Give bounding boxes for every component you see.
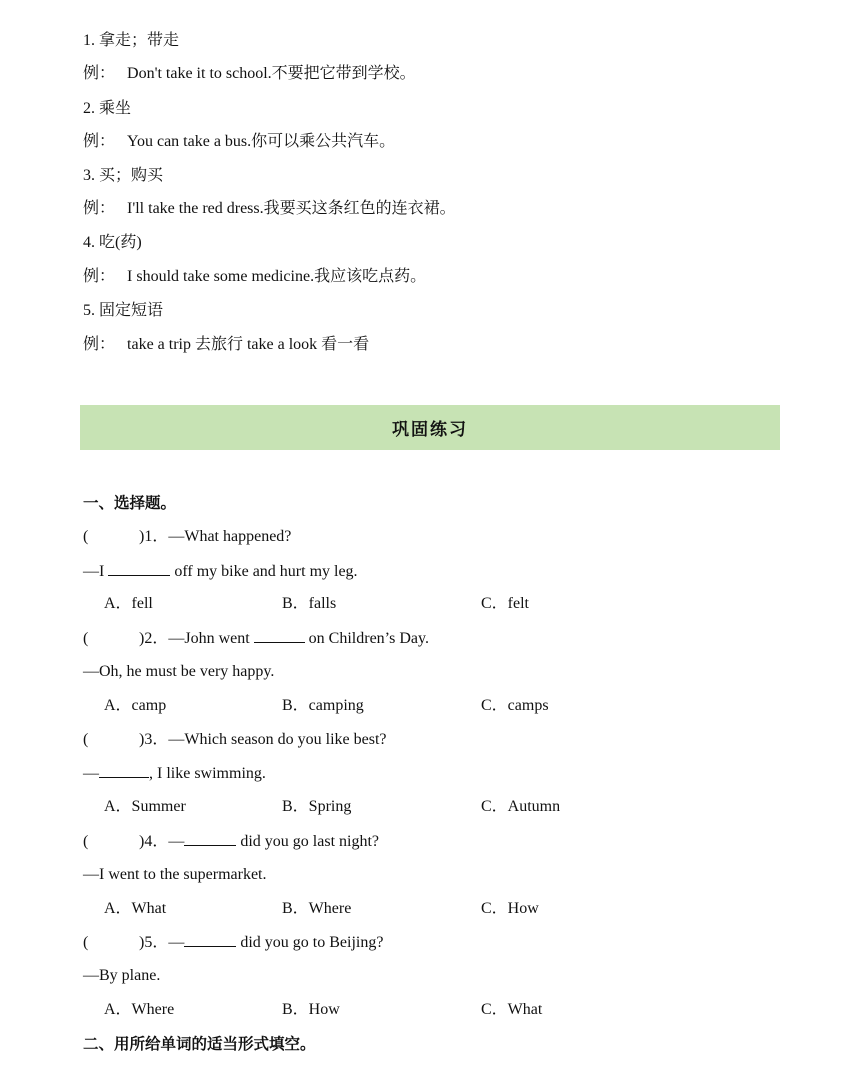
answer-paren[interactable]: ( [83, 630, 89, 647]
example-text: I should take some medicine.我应该吃点药。 [127, 268, 427, 285]
answer-line-1 [83, 561, 358, 582]
option-a[interactable]: A．Summer [104, 798, 186, 815]
answer-text: — [83, 765, 99, 782]
answer-line-5 [83, 966, 160, 986]
option-b[interactable]: B．Spring [282, 798, 352, 815]
question-2 [83, 628, 429, 649]
answer-line-2 [83, 662, 274, 682]
question-3 [83, 730, 387, 750]
banner-title: 巩固练习 [392, 420, 468, 440]
answer-paren[interactable]: ( [83, 731, 89, 748]
answer-text: off my bike and hurt my leg. [170, 563, 358, 580]
answer-line-3 [83, 763, 266, 784]
option-c[interactable]: C．Autumn [481, 798, 561, 815]
answer-text: —By plane. [83, 967, 161, 984]
question-text: on Children’s Day. [304, 630, 429, 647]
option-b[interactable]: B．Where [282, 900, 352, 917]
answer-line-4 [83, 865, 267, 885]
question-5 [83, 932, 383, 953]
item-number: 3. [83, 167, 95, 184]
fill-blank[interactable] [184, 932, 236, 947]
item-number: 2. [83, 100, 95, 117]
option-c[interactable]: C．What [481, 1001, 543, 1018]
example-text: Don't take it to school.不要把它带到学校。 [127, 65, 416, 82]
example-text: You can take a bus.你可以乘公共汽车。 [127, 133, 396, 150]
answer-text: , I like swimming. [149, 765, 266, 782]
section-title-fill: 二、用所给单词的适当形式填空。 [83, 1035, 316, 1053]
fill-blank[interactable] [254, 628, 305, 643]
question-number: )5． [139, 934, 169, 951]
question-text: did you go to Beijing? [236, 934, 384, 951]
option-a[interactable]: A．Where [104, 1001, 175, 1018]
option-c[interactable]: C．camps [481, 697, 549, 714]
option-b[interactable]: B．camping [282, 697, 364, 714]
question-4 [83, 831, 379, 852]
example-1 [83, 64, 416, 84]
example-text: I'll take the red dress.我要买这条红色的连衣裙。 [127, 200, 456, 217]
example-prefix: 例： [83, 133, 116, 150]
example-prefix: 例： [83, 65, 116, 82]
option-b[interactable]: B．falls [282, 595, 337, 612]
question-number: )1． [139, 528, 169, 545]
example-text: take a trip 去旅行 take a look 看一看 [127, 336, 370, 353]
meaning-3 [83, 166, 163, 186]
answer-paren[interactable]: ( [83, 934, 89, 951]
answer-text: —I went to the supermarket. [83, 866, 267, 883]
section-title-choice: 一、选择题。 [83, 494, 177, 512]
question-text: did you go last night? [236, 833, 379, 850]
meaning-label: 买；购买 [99, 167, 164, 184]
option-c[interactable]: C．felt [481, 595, 529, 612]
fill-blank[interactable] [108, 561, 170, 576]
answer-paren[interactable]: ( [83, 528, 89, 545]
meaning-1 [83, 31, 179, 51]
meaning-label: 拿走；带走 [99, 32, 180, 49]
option-c[interactable]: C．How [481, 900, 539, 917]
question-number: )3． [139, 731, 169, 748]
item-number: 1. [83, 32, 95, 49]
meaning-4 [83, 233, 142, 253]
question-text: — [168, 833, 185, 850]
meaning-label: 固定短语 [99, 302, 164, 319]
question-text: —Which season do you like best? [168, 731, 387, 748]
question-number: )4． [139, 833, 169, 850]
question-text: — [168, 934, 185, 951]
example-5 [83, 335, 369, 355]
meaning-label: 吃(药) [99, 234, 142, 251]
example-prefix: 例： [83, 336, 116, 353]
option-a[interactable]: A．What [104, 900, 167, 917]
answer-paren[interactable]: ( [83, 833, 89, 850]
fill-blank[interactable] [99, 763, 149, 778]
question-1 [83, 527, 291, 547]
question-number: )2． [139, 630, 169, 647]
answer-text: —I [83, 563, 109, 580]
example-prefix: 例： [83, 268, 116, 285]
practice-banner [80, 405, 780, 450]
example-3 [83, 199, 456, 219]
meaning-2 [83, 99, 131, 119]
answer-text: —Oh, he must be very happy. [83, 663, 275, 680]
example-4 [83, 267, 426, 287]
item-number: 5. [83, 302, 95, 319]
example-prefix: 例： [83, 200, 116, 217]
meaning-5 [83, 301, 163, 321]
option-a[interactable]: A．fell [104, 595, 153, 612]
option-b[interactable]: B．How [282, 1001, 340, 1018]
option-a[interactable]: A．camp [104, 697, 167, 714]
meaning-label: 乘坐 [99, 100, 132, 117]
question-text: —John went [168, 630, 254, 647]
question-text: —What happened? [168, 528, 292, 545]
item-number: 4. [83, 234, 95, 251]
example-2 [83, 132, 395, 152]
fill-blank[interactable] [184, 831, 236, 846]
